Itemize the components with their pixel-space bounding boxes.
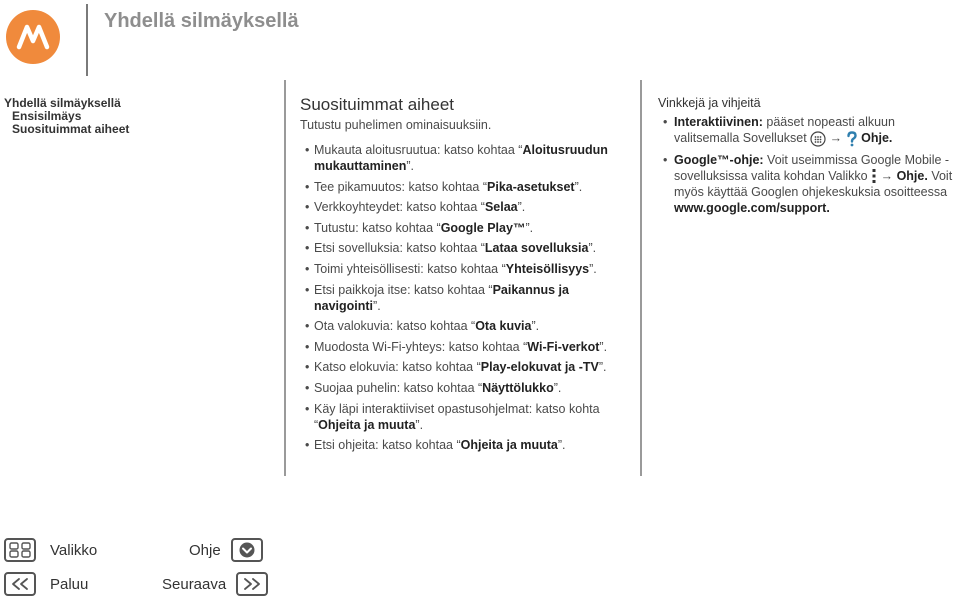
arrow-icon: → — [880, 168, 894, 183]
topic-item: • Suojaa puhelin: katso kohtaa “Näyttölukko”. — [300, 380, 625, 396]
next-label: Seuraava — [162, 575, 227, 593]
topic-link[interactable]: Google Play™ — [440, 220, 526, 235]
topic-link[interactable]: Lataa sovelluksia — [484, 241, 589, 256]
menu-grid-icon — [4, 538, 36, 562]
support-url[interactable]: www.google.com/support. — [674, 201, 830, 216]
motorola-m-icon — [13, 17, 53, 57]
topic-link[interactable]: Ohjeita ja muuta — [318, 417, 416, 432]
topic-link[interactable]: Näyttölukko — [482, 380, 554, 395]
back-label: Paluu — [50, 575, 89, 593]
topic-link[interactable]: Ohjeita ja muuta — [460, 438, 558, 453]
tip-label: Interaktiivinen: — [674, 115, 763, 129]
menu-button[interactable] — [4, 538, 97, 562]
topic-item: • Katso elokuvia: katso kohtaa “Play-elokuvat ja -TV”. — [300, 359, 625, 375]
tips-list — [658, 114, 958, 216]
tips-panel — [658, 96, 958, 221]
topic-item: • Toimi yhteisöllisesti: katso kohtaa “Yhteisöllisyys”. — [300, 261, 625, 277]
topic-item: • Verkkoyhteydet: katso kohtaa “Selaa”. — [300, 199, 625, 215]
back-arrows-icon — [4, 572, 36, 596]
topic-item: • Tutustu: katso kohtaa “Google Play™”. — [300, 220, 625, 236]
tip-item-google-help: • Google™-ohje: Voit useimmissa Google Mobile -sovelluksissa valita kohdan Valikko → Ohje. Voit myös käyttää Googlen ohjekeskuksia osoitteessa www.google.com/support. — [658, 152, 958, 217]
tip-item-interactive: • Interaktiivinen: pääset nopeasti alkuun valitsemalla Sovellukset → Ohje. — [658, 114, 958, 147]
topic-link[interactable]: Play-elokuvat ja -TV — [480, 360, 599, 375]
menu-dots-icon — [871, 168, 877, 184]
topic-link[interactable]: Paikannus ja navigointi — [314, 282, 569, 313]
next-arrows-icon — [236, 572, 268, 596]
page-header-title: Yhdellä silmäyksellä — [104, 10, 299, 32]
tip-label: Google™-ohje: — [674, 152, 764, 167]
tips-title: Vinkkejä ja vihjeitä — [658, 96, 761, 110]
topic-link[interactable]: Ota kuvia — [475, 319, 532, 334]
column-divider-right — [640, 80, 642, 476]
topic-item: • Ota valokuvia: katso kohtaa “Ota kuvia”. — [300, 318, 625, 334]
column-divider-left — [284, 80, 286, 476]
topic-item: • Etsi paikkoja itse: katso kohtaa “Paikannus ja navigointi”. — [300, 282, 625, 314]
topic-link[interactable]: Selaa — [484, 200, 518, 215]
apps-icon — [810, 131, 826, 147]
topic-item: • Etsi ohjeita: katso kohtaa “Ohjeita ja muuta”. — [300, 437, 625, 453]
nav-item-ensisilmays[interactable]: Ensisilmäys — [12, 109, 82, 123]
help-label: Ohje — [189, 541, 221, 559]
topic-link[interactable]: Wi-Fi-verkot — [527, 339, 600, 354]
section-title: Suosituimmat aiheet — [300, 95, 455, 114]
header-divider — [86, 4, 88, 76]
help-down-icon — [231, 538, 263, 562]
menu-label: Valikko — [50, 541, 98, 559]
section-intro: Tutustu puhelimen ominaisuuksiin. — [300, 118, 492, 132]
topic-link[interactable]: Yhteisöllisyys — [505, 261, 590, 276]
motorola-logo[interactable] — [6, 10, 60, 64]
topic-list — [300, 142, 625, 453]
nav-item-suosituimmat-aiheet[interactable]: Suosituimmat aiheet — [12, 122, 130, 136]
main-content — [300, 94, 625, 458]
topic-link[interactable]: Aloitusruudun mukauttaminen — [314, 143, 608, 173]
arrow-icon: → — [829, 131, 843, 145]
topic-item: • Mukauta aloitusruutua: katso kohtaa “Aloitusruudun mukauttaminen”. — [300, 142, 625, 174]
help-button[interactable] — [189, 538, 263, 562]
tip-link[interactable]: Ohje. — [896, 168, 928, 183]
next-button[interactable] — [162, 572, 268, 596]
topic-item: • Etsi sovelluksia: katso kohtaa “Lataa sovelluksia”. — [300, 240, 625, 256]
tip-link[interactable]: Ohje. — [861, 131, 893, 145]
topic-link[interactable]: Pika-asetukset — [487, 179, 575, 194]
topic-item: • Käy läpi interaktiiviset opastusohjelmat: katso kohta “Ohjeita ja muuta”. — [300, 401, 625, 433]
back-button[interactable] — [4, 572, 88, 596]
topic-item: • Tee pikamuutos: katso kohtaa “Pika-asetukset”. — [300, 179, 625, 195]
side-nav — [4, 97, 129, 136]
topic-item: • Muodosta Wi-Fi-yhteys: katso kohtaa “Wi-Fi-verkot”. — [300, 339, 625, 355]
nav-item-yhdella-silmayksella[interactable]: Yhdellä silmäyksellä — [4, 96, 121, 110]
help-question-icon — [846, 131, 858, 147]
